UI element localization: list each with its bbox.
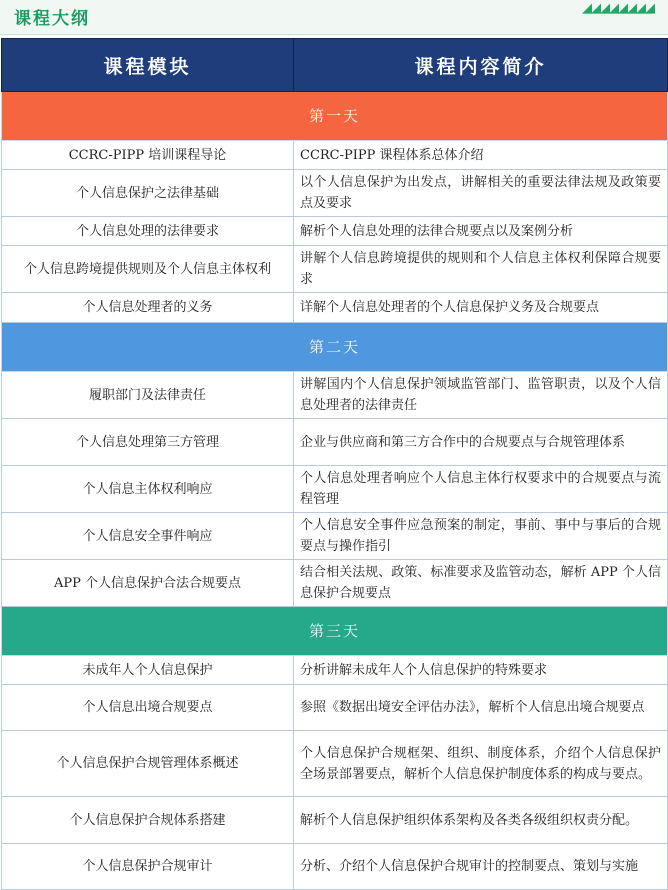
content-cell: 详解个人信息处理者的个人信息保护义务及合规要点 xyxy=(294,293,668,323)
content-cell: 个人信息保护合规框架、组织、制度体系，介绍个人信息保护全场景部署要点，解析个人信息保护制度体系的构成与要点。 xyxy=(294,731,668,797)
table-row xyxy=(2,685,668,731)
column-header-content: 课程内容简介 xyxy=(294,39,668,92)
course-table xyxy=(1,38,668,890)
module-cell: APP 个人信息保护合法合规要点 xyxy=(2,560,294,607)
table-row xyxy=(2,372,668,419)
day-label: 第三天 xyxy=(2,607,668,656)
course-outline xyxy=(1,38,667,890)
table-header-row xyxy=(2,39,668,92)
table-row xyxy=(2,170,668,217)
module-cell: 个人信息安全事件响应 xyxy=(2,513,294,560)
content-cell: 讲解个人信息跨境提供的规则和个人信息主体权利保障合规要求 xyxy=(294,246,668,293)
module-cell: 个人信息处理第三方管理 xyxy=(2,419,294,466)
table-row xyxy=(2,656,668,685)
table-row xyxy=(2,141,668,170)
content-cell: 解析个人信息保护组织体系架构及各类各级组织权责分配。 xyxy=(294,797,668,844)
table-row xyxy=(2,844,668,890)
content-cell: 讲解国内个人信息保护领域监管部门、监管职责，以及个人信息处理者的法律责任 xyxy=(294,372,668,419)
day-row xyxy=(2,323,668,372)
module-cell: 个人信息处理者的义务 xyxy=(2,293,294,323)
table-row xyxy=(2,731,668,797)
module-cell: 个人信息跨境提供规则及个人信息主体权利 xyxy=(2,246,294,293)
module-cell: 未成年人个人信息保护 xyxy=(2,656,294,685)
table-row xyxy=(2,217,668,246)
content-cell: 结合相关法规、政策、标准要求及监管动态，解析 APP 个人信息保护合规要点 xyxy=(294,560,668,607)
module-cell: CCRC-PIPP 培训课程导论 xyxy=(2,141,294,170)
table-row xyxy=(2,293,668,323)
day-label: 第二天 xyxy=(2,323,668,372)
content-cell: 解析个人信息处理的法律合规要点以及案例分析 xyxy=(294,217,668,246)
module-cell: 履职部门及法律责任 xyxy=(2,372,294,419)
module-cell: 个人信息保护合规管理体系概述 xyxy=(2,731,294,797)
module-cell: 个人信息出境合规要点 xyxy=(2,685,294,731)
chevron-decoration-icon: ◢◢◢◢◢◢◢◢ xyxy=(582,1,654,16)
content-cell: 企业与供应商和第三方合作中的合规要点与合规管理体系 xyxy=(294,419,668,466)
module-cell: 个人信息保护之法律基础 xyxy=(2,170,294,217)
content-cell: 以个人信息保护为出发点，讲解相关的重要法律法规及政策要点及要求 xyxy=(294,170,668,217)
table-row xyxy=(2,466,668,513)
day-row xyxy=(2,607,668,656)
section-title: 课程大纲 xyxy=(14,9,90,29)
module-cell: 个人信息保护合规体系搭建 xyxy=(2,797,294,844)
day-label: 第一天 xyxy=(2,92,668,141)
section-header xyxy=(0,0,668,35)
content-cell: 分析讲解未成年人个人信息保护的特殊要求 xyxy=(294,656,668,685)
table-row xyxy=(2,419,668,466)
table-row xyxy=(2,560,668,607)
module-cell: 个人信息保护合规审计 xyxy=(2,844,294,890)
content-cell: 个人信息处理者响应个人信息主体行权要求中的合规要点与流程管理 xyxy=(294,466,668,513)
content-cell: 个人信息安全事件应急预案的制定，事前、事中与事后的合规要点与操作指引 xyxy=(294,513,668,560)
content-cell: 分析、介绍个人信息保护合规审计的控制要点、策划与实施 xyxy=(294,844,668,890)
content-cell: CCRC-PIPP 课程体系总体介绍 xyxy=(294,141,668,170)
day-row xyxy=(2,92,668,141)
table-row xyxy=(2,797,668,844)
module-cell: 个人信息处理的法律要求 xyxy=(2,217,294,246)
column-header-module: 课程模块 xyxy=(2,39,294,92)
table-row xyxy=(2,513,668,560)
content-cell: 参照《数据出境安全评估办法》，解析个人信息出境合规要点 xyxy=(294,685,668,731)
module-cell: 个人信息主体权利响应 xyxy=(2,466,294,513)
table-row xyxy=(2,246,668,293)
